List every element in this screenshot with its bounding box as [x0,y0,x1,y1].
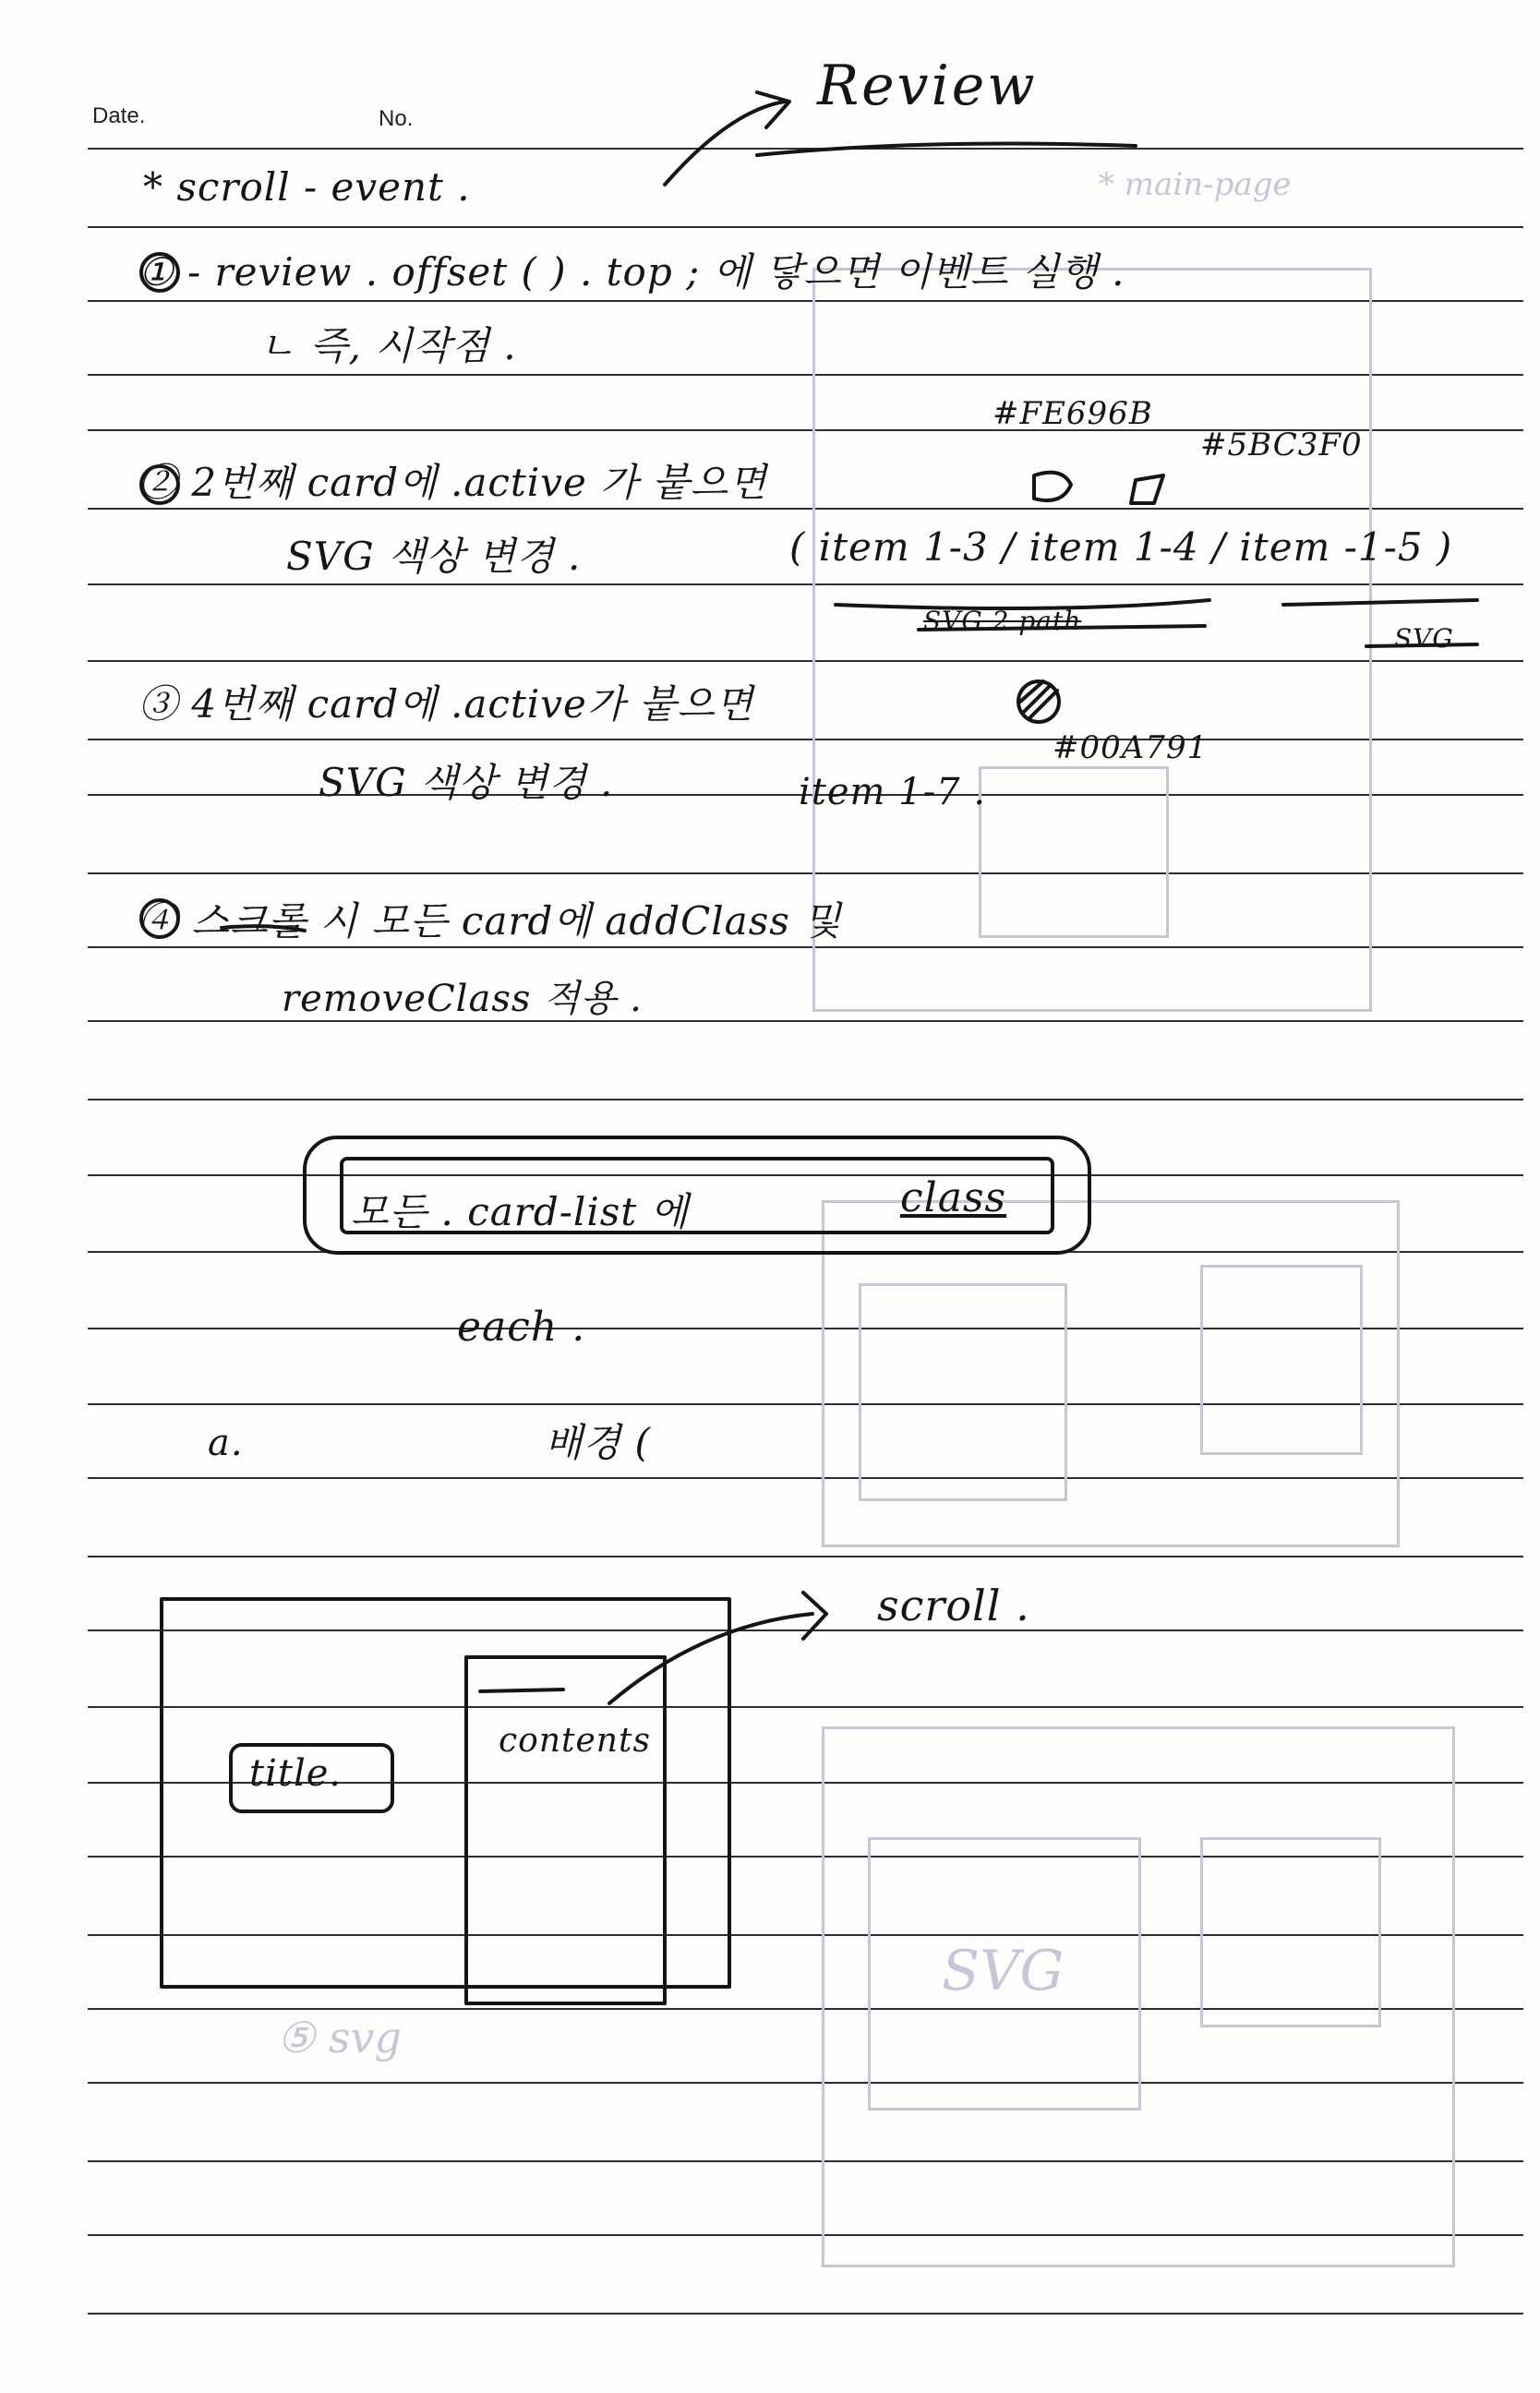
each-note: each . [457,1304,586,1351]
ghost-text: SVG [942,1939,1065,2003]
title-arrow [665,102,785,185]
misc-mid: 배경 ( [545,1420,651,1465]
title-label: title. [249,1752,343,1795]
item2-svg-label: SVG [1394,623,1454,654]
item3-target: item 1-7 . [799,771,987,813]
box-note-text: 모든 . card-list 에 [351,1189,690,1234]
scroll-label: scroll . [877,1581,1030,1630]
hex-color-c: #00A791 [1053,729,1209,766]
item3-line2: SVG 색상 변경 . [319,760,614,805]
contents-label: contents [499,1722,651,1760]
heading: * scroll - event . [143,164,471,210]
item2-struck-note: SVG 2 path [923,606,1082,636]
sketch-title-box [231,1745,392,1811]
targets-underline [836,600,1209,608]
item2-line1: ② 2번째 card에 .active 가 붙으면 [138,460,767,505]
item1-line1: ① - review . offset ( ) . top ; 에 닿으면 이벤트 실행 . [138,249,1125,295]
number-4-circle [141,900,178,937]
item2-targets: ( item 1-3 / item 1-4 / item -1-5 ) [789,524,1453,570]
strike-line [919,626,1205,630]
item3-line1: ③ 4번째 card에 .active가 붙으면 [138,681,754,727]
date-label: Date. [92,103,146,128]
svg-underline [1366,644,1477,646]
number-1-circle [141,254,178,291]
page-title: Review [817,54,1038,118]
swatch-scribble-b [1131,475,1163,503]
contents-strike [480,1690,563,1691]
hex-color-b: #5BC3F0 [1200,427,1363,463]
title-underline [757,144,1136,155]
targets-underline [1283,600,1477,605]
hex-color-a: #FE696B [993,395,1153,432]
scroll-underline [222,926,305,931]
ghost-text: * main-page [1099,166,1292,203]
item4-line2: removeClass 적용 . [282,978,643,1020]
number-2-circle [141,466,178,503]
ghost-text: ⑤ svg [277,2013,402,2062]
swatch-scribble-a [1034,473,1071,500]
sketch-contents-panel [466,1657,665,2003]
number-label: No. [379,106,414,131]
item2-line2: SVG 색상 변경 . [286,534,582,579]
box-note-class: class [900,1174,1007,1221]
box-note-outline [305,1137,1089,1253]
box-note-inner [342,1159,1053,1233]
item1-line2: ㄴ 즉, 시작점 . [259,323,517,368]
item4-line1: ④ 스크롤 시 모든 card에 addClass 및 [138,898,842,944]
misc-left: a. [208,1422,244,1464]
